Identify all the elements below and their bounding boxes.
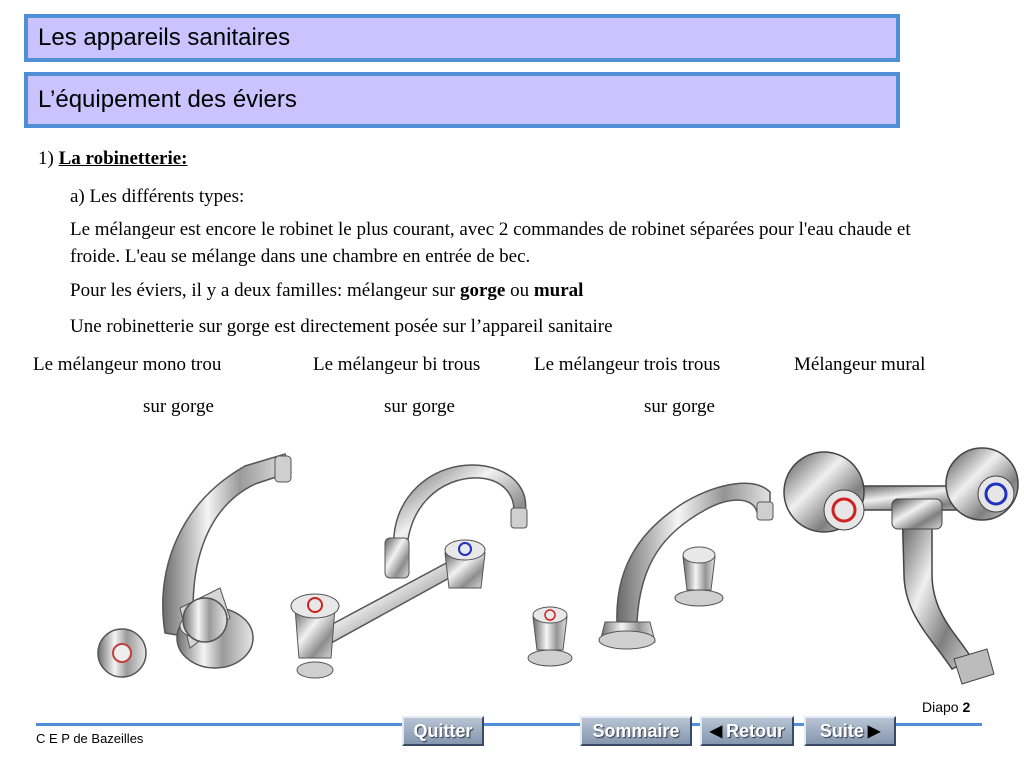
faucet-trois-trous-image — [525, 472, 780, 677]
next-label: Suite — [819, 720, 864, 741]
quit-label: Quitter — [413, 720, 473, 741]
right-arrow-icon: ▶ — [867, 723, 881, 740]
organization-name: C E P de Bazeilles — [36, 731, 144, 746]
paragraph-familles-mid: ou — [505, 280, 534, 301]
summary-button[interactable] — [580, 716, 692, 746]
word-gorge: gorge — [459, 280, 506, 301]
quit-button[interactable] — [402, 716, 484, 746]
slide-number: 2 — [962, 699, 971, 715]
paragraph-familles — [70, 278, 583, 304]
paragraph-familles-start: Pour les éviers, il y a deux familles: mélangeur sur — [70, 280, 460, 301]
subsection-heading: a) Les différents types: — [70, 186, 245, 207]
word-mural: mural — [533, 280, 584, 301]
main-title: Les appareils sanitaires — [38, 24, 291, 51]
main-title-box — [24, 14, 900, 62]
back-label: Retour — [726, 720, 785, 741]
paragraph-gorge: Une robinetterie sur gorge est directement posée sur l’appareil sanitaire — [70, 316, 613, 337]
caption-mural-line1: Mélangeur mural — [794, 354, 926, 375]
section-number: 1) — [38, 148, 54, 169]
slide-indicator — [922, 699, 970, 715]
caption-bi-line2: sur gorge — [384, 396, 455, 417]
subtitle-box — [24, 72, 900, 128]
caption-mono-line2: sur gorge — [143, 396, 214, 417]
caption-bi-line1: Le mélangeur bi trous — [313, 354, 481, 375]
summary-label: Sommaire — [592, 720, 680, 741]
faucet-mural-image — [782, 444, 1022, 689]
caption-mono-line1: Le mélangeur mono trou — [33, 354, 222, 375]
section-title: La robinetterie: — [58, 148, 188, 169]
faucet-mono-trou-image — [95, 448, 300, 688]
subtitle: L’équipement des éviers — [38, 86, 297, 113]
back-button[interactable] — [700, 716, 794, 746]
faucet-bi-trous-image — [285, 458, 535, 683]
section-heading — [38, 146, 188, 172]
slide-label: Diapo — [922, 699, 959, 715]
paragraph-melangeur: Le mélangeur est encore le robinet le plus courant, avec 2 commandes de robinet séparées pour l'eau chaude et froide. L'eau se mélange dans une chambre en entrée de bec. — [70, 219, 911, 267]
left-arrow-icon: ◀ — [709, 723, 723, 740]
caption-trois-line2: sur gorge — [644, 396, 715, 417]
caption-trois-line1: Le mélangeur trois trous — [534, 354, 721, 375]
next-button[interactable] — [804, 716, 896, 746]
